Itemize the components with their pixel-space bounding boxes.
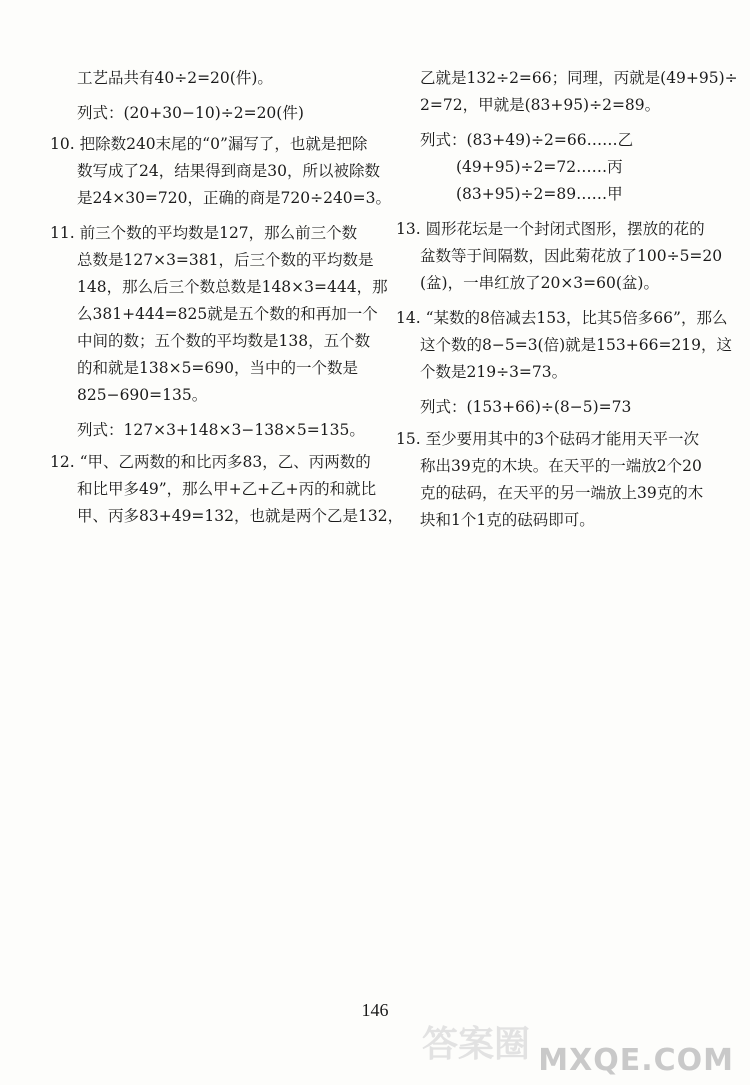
text-line: (盆)，一串红放了20×3=60(盆)。: [420, 274, 659, 292]
text-line: 825−690=135。: [77, 386, 208, 404]
text-line: 13. 圆形花坛是一个封闭式图形，摆放的花的: [396, 220, 705, 238]
text-line: 块和1个1克的砝码即可。: [420, 511, 595, 529]
text-line: 11. 前三个数的平均数是127，那么前三个数: [50, 224, 358, 242]
text-line: 148，那么后三个数总数是148×3=444，那: [77, 278, 388, 296]
text-line: 总数是127×3=381，后三个数的平均数是: [77, 251, 374, 269]
page-number: 146: [361, 1000, 389, 1020]
text-line: 15. 至少要用其中的3个砝码才能用天平一次: [396, 430, 699, 448]
text-line: 乙就是132÷2=66；同理，丙就是(49+95)÷: [420, 69, 738, 87]
text-line: 中间的数；五个数的平均数是138，五个数: [77, 332, 371, 350]
watermark-text: MXQE.COM: [538, 1043, 734, 1078]
text-line: (83+95)÷2=89……甲: [456, 185, 623, 203]
text-line: 是24×30=720，正确的商是720÷240=3。: [77, 189, 392, 207]
text-line: 列式：(83+49)÷2=66……乙: [420, 131, 634, 149]
text-line: 甲、丙多83+49=132，也就是两个乙是132，: [77, 507, 404, 525]
text-line: 的和就是138×5=690，当中的一个数是: [77, 359, 359, 377]
text-line: 10. 把除数240末尾的“0”漏写了，也就是把除: [50, 135, 368, 153]
text-line: 列式：(20+30−10)÷2=20(件): [77, 104, 304, 122]
text-line: 和比甲多49”，那么甲+乙+乙+丙的和就比: [77, 480, 377, 498]
text-line: 盆数等于间隔数，因此菊花放了100÷5=20: [420, 247, 723, 265]
text-line: 12. “甲、乙两数的和比丙多83，乙、丙两数的: [50, 453, 371, 471]
text-line: 工艺品共有40÷2=20(件)。: [77, 69, 273, 87]
watermark: [418, 1016, 738, 1080]
text-line: 数写成了24，结果得到商是30，所以被除数: [77, 162, 380, 180]
text-line: 称出39克的木块。在天平的一端放2个20: [420, 457, 702, 475]
text-line: 么381+444=825就是五个数的和再加一个: [77, 305, 378, 323]
watermark-logo: 答案圈: [422, 1024, 531, 1065]
text-line: 个数是219÷3=73。: [420, 363, 568, 381]
text-line: 14. “某数的8倍减去153，比其5倍多66”，那么: [396, 309, 728, 327]
text-line: 2=72，甲就是(83+95)÷2=89。: [420, 96, 661, 114]
text-line: (49+95)÷2=72……丙: [456, 158, 623, 176]
text-line: 列式：(153+66)÷(8−5)=73: [420, 398, 632, 416]
text-line: 列式：127×3+148×3−138×5=135。: [77, 421, 365, 439]
text-line: 这个数的8−5=3(倍)就是153+66=219，这: [420, 336, 733, 354]
text-line: 克的砝码，在天平的另一端放上39克的木: [420, 484, 704, 502]
